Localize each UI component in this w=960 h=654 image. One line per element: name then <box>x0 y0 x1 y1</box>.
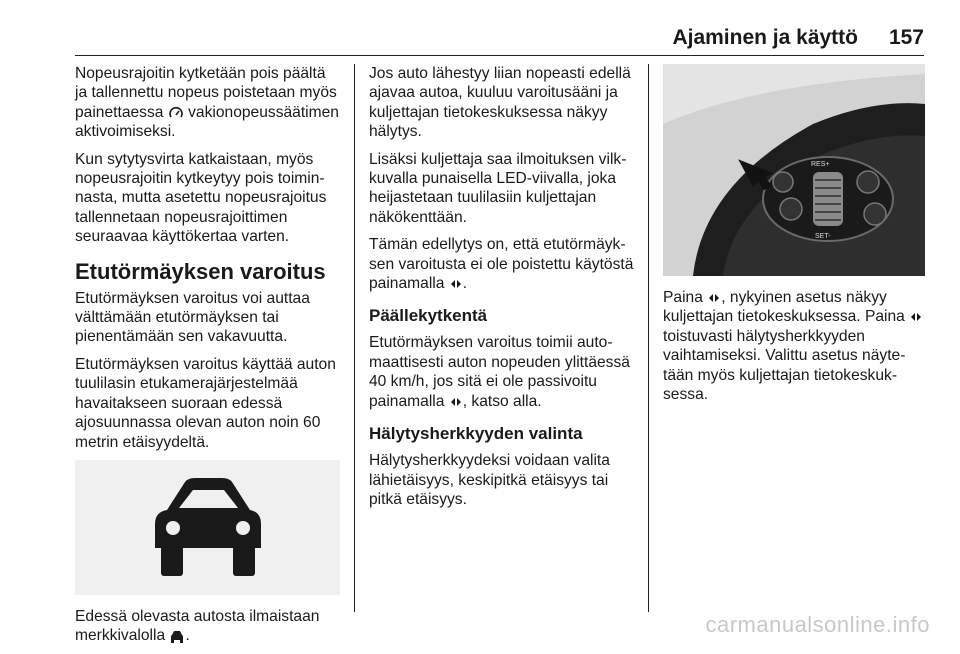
paragraph: Nopeusrajoitin kytketään pois päältä ja tallennettu nopeus poistetaan myös painettaessa vakionopeussäätimen aktivoimiseksi. <box>75 65 339 141</box>
wheel-label-res: RES+ <box>811 161 830 168</box>
collision-alert-button-icon <box>707 291 721 305</box>
paragraph: Hälytysherkkyydeksi voidaan valita lähietäisyys, keskipitkä etäisyys tai pitkä etäisyys. <box>369 452 610 508</box>
vehicle-ahead-indicator-figure <box>75 460 340 595</box>
paragraph: Etutörmäyksen varoitus toimii automaattisesti auton nopeuden ylittäessä 40 km/h, jos sitä ei ole passivoitu painamalla , katso alla. <box>369 334 630 410</box>
paragraph: Etutörmäyksen varoitus käyttää auton tuulilasin etukamerajärjestelmää havaitakseen suoraan edessä ajosuunnassa olevan auton noin 60 metrin etäisyydeltä. <box>75 355 336 451</box>
column-2 <box>369 64 635 517</box>
car-front-icon <box>169 629 185 643</box>
section-title: Ajaminen ja käyttö <box>672 26 858 49</box>
paragraph: Edessä olevasta autosta ilmaistaan merkkivalolla . <box>75 607 320 645</box>
section-heading: Etutörmäyksen varoitus <box>75 258 326 284</box>
page-number: 157 <box>888 26 924 49</box>
steering-wheel-image <box>663 64 925 276</box>
wheel-label-set: SET- <box>815 233 831 240</box>
column-3 <box>663 64 925 412</box>
subsection-heading: Hälytysherkkyyden valinta <box>369 424 583 444</box>
header-divider <box>75 55 924 56</box>
page-header <box>75 26 924 52</box>
collision-alert-button-icon <box>449 395 463 409</box>
paragraph: Paina , nykyinen asetus näkyy kuljettajan tietokeskuksessa. Paina toistuvasti hälytysherkkyyden vaihtamiseksi. Valittu asetus näytetään myös kuljettajan tietokeskuksessa. <box>663 288 925 404</box>
column-divider-2 <box>648 64 649 612</box>
steering-wheel-controls-figure <box>663 64 925 276</box>
column-divider-1 <box>354 64 355 612</box>
watermark: carmanualsonline.info <box>705 612 930 637</box>
paragraph: Etutörmäyksen varoitus voi auttaa välttämään etutörmäyksen tai pienentämään sen vakavuutta. <box>75 289 310 346</box>
paragraph: Tämän edellytys on, että etutörmäyksen varoitusta ei ole poistettu käytöstä painamalla . <box>369 236 634 293</box>
column-1 <box>75 64 340 654</box>
paragraph: Kun sytytysvirta katkaistaan, myös nopeusrajoitin kytkeytyy pois toiminnasta, mutta asetettu nopeusrajoitus tallennetaan nopeusrajoittimen seuraavaa käyttökertaa varten. <box>75 150 327 246</box>
car-front-icon <box>75 460 340 595</box>
paragraph: Lisäksi kuljettaja saa ilmoituksen vilkkuvalla punaisella LED-viivalla, joka heijastetaan tuulilasiin kuljettajan näkökenttään. <box>369 150 627 226</box>
collision-alert-button-icon <box>449 277 463 291</box>
collision-alert-button-icon <box>909 310 923 324</box>
subsection-heading: Päällekytkentä <box>369 306 488 326</box>
cruise-control-icon <box>168 106 184 120</box>
paragraph: Jos auto lähestyy liian nopeasti edellä ajavaa autoa, kuuluu varoitusääni ja kuljettajan tietokeskuksessa näkyy hälytys. <box>369 65 631 141</box>
